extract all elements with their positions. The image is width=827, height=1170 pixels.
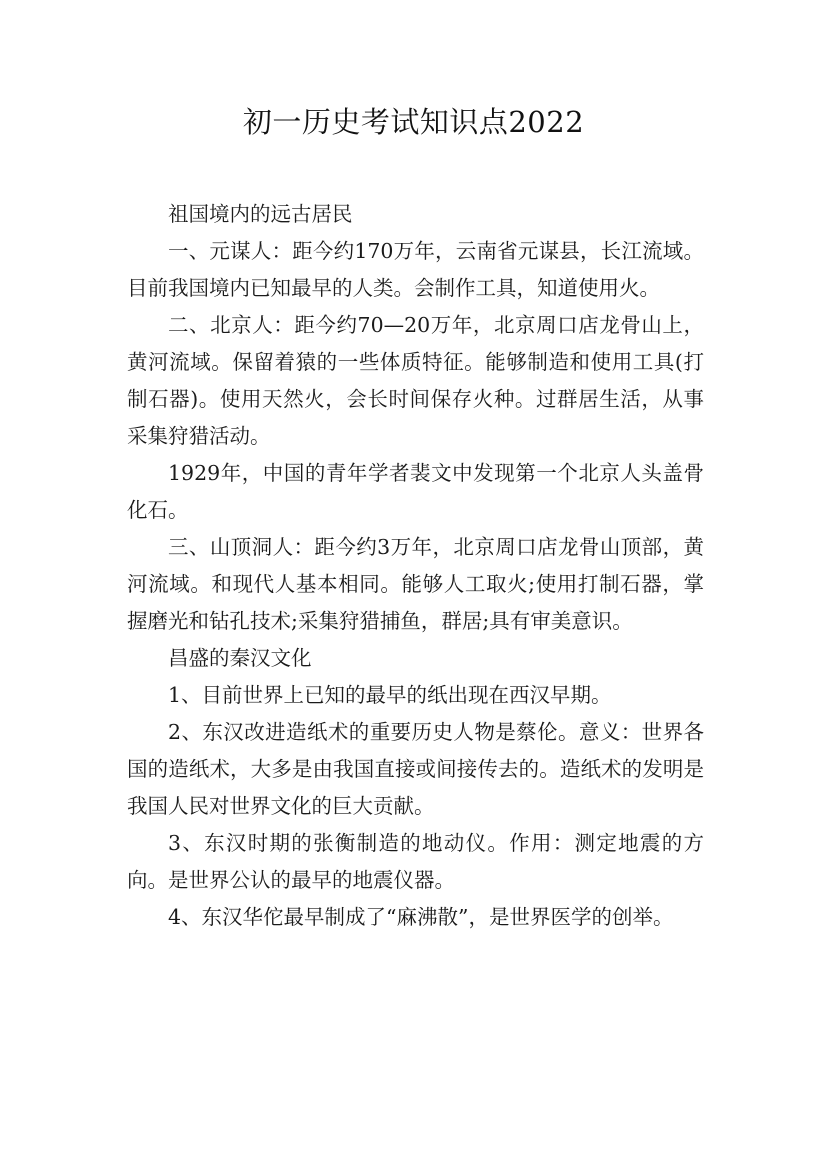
paragraph-peking-man: 二、北京人：距今约70—20万年，北京周口店龙骨山上，黄河流域。保留着猿的一些体质特征。能够制造和使用工具(打制石器)。使用天然火，会长时间保存火种。过群居生活，从事采集狩猎活动。 bbox=[127, 313, 704, 448]
paragraph-yuanmou-man: 一、元谋人：距今约170万年，云南省元谋县，长江流域。目前我国境内已知最早的人类。会制作工具，知道使用火。 bbox=[127, 239, 704, 300]
paragraph-cai-lun-papermaking: 2、东汉改进造纸术的重要历史人物是蔡伦。意义：世界各国的造纸术，大多是由我国直接或间接传去的。造纸术的发明是我国人民对世界文化的巨大贡献。 bbox=[127, 720, 704, 818]
document-title: 初一历史考试知识点2022 bbox=[242, 105, 585, 139]
paragraph-pei-wenzhong-discovery: 1929年，中国的青年学者裴文中发现第一个北京人头盖骨化石。 bbox=[127, 461, 704, 522]
paragraph-earliest-paper: 1、目前世界上已知的最早的纸出现在西汉早期。 bbox=[168, 683, 612, 707]
section-heading-ancient-residents: 祖国境内的远古居民 bbox=[168, 202, 353, 226]
document-body bbox=[127, 196, 704, 936]
paragraph-upper-cave-man: 三、山顶洞人：距今约3万年，北京周口店龙骨山顶部，黄河流域。和现代人基本相同。能够人工取火;使用打制石器，掌握磨光和钻孔技术;采集狩猎捕鱼，群居;具有审美意识。 bbox=[127, 535, 704, 633]
paragraph-hua-tuo-mafeisan: 4、东汉华佗最早制成了“麻沸散”，是世界医学的创举。 bbox=[168, 905, 674, 929]
section-heading-qin-han-culture: 昌盛的秦汉文化 bbox=[168, 646, 312, 670]
paragraph-zhang-heng-seismograph: 3、东汉时期的张衡制造的地动仪。作用：测定地震的方向。是世界公认的最早的地震仪器。 bbox=[127, 831, 704, 892]
